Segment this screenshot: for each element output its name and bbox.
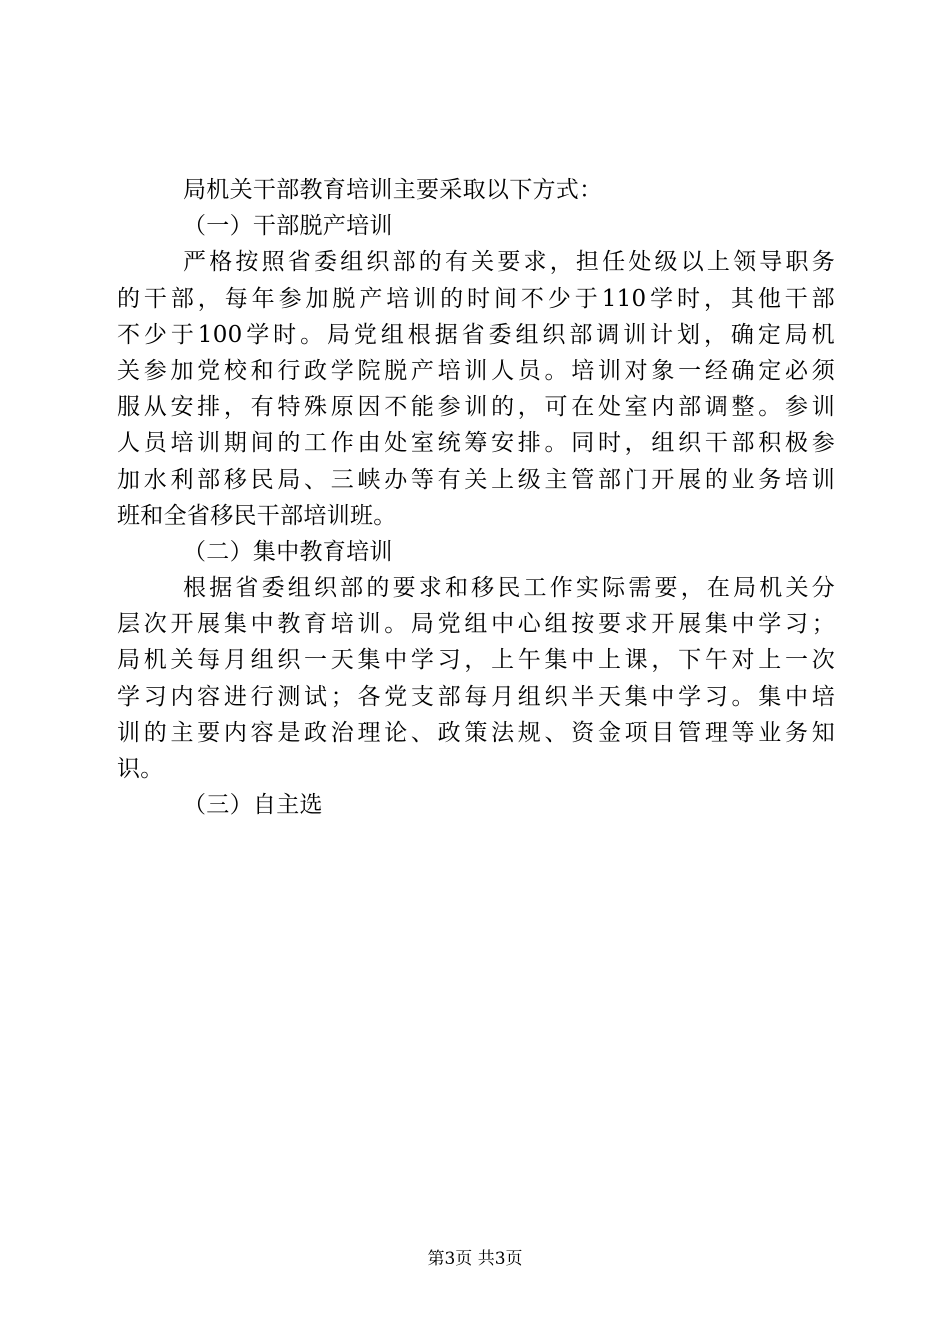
section-heading-3: （三）自主选 (183, 792, 323, 819)
paragraph-1-line: 严格按照省委组织部的有关要求，担任处级以上领导职务 (183, 249, 835, 276)
page-number: 第3页 共3页 (427, 1249, 523, 1269)
document-body (117, 172, 835, 823)
paragraph-2-line: 训的主要内容是政治理论、政策法规、资金项目管理等业务知 (117, 719, 835, 746)
paragraph-1-line: 服从安排，有特殊原因不能参训的，可在处室内部调整。参训 (117, 394, 835, 421)
section-heading-1: （一）干部脱产培训 (183, 213, 393, 240)
paragraph-1-line: 关参加党校和行政学院脱产培训人员。培训对象一经确定必须 (117, 357, 835, 384)
paragraph-1-line: 加水利部移民局、三峡办等有关上级主管部门开展的业务培训 (117, 466, 835, 493)
paragraph-1-line: 不少于100学时。局党组根据省委组织部调训计划，确定局机 (117, 321, 835, 348)
paragraph-2-line: 局机关每月组织一天集中学习，上午集中上课，下午对上一次 (117, 647, 835, 674)
paragraph-1-line: 人员培训期间的工作由处室统筹安排。同时，组织干部积极参 (117, 430, 835, 457)
paragraph-1-line: 的干部，每年参加脱产培训的时间不少于110学时，其他干部 (117, 285, 835, 312)
paragraph-2-line: 根据省委组织部的要求和移民工作实际需要，在局机关分 (183, 575, 835, 602)
paragraph-1-line: 班和全省移民干部培训班。 (117, 502, 397, 529)
paragraph-2-line: 学习内容进行测试；各党支部每月组织半天集中学习。集中培 (117, 683, 835, 710)
paragraph-2-line: 层次开展集中教育培训。局党组中心组按要求开展集中学习； (117, 611, 835, 638)
paragraph-2-line: 识。 (117, 756, 164, 782)
intro-line: 局机关干部教育培训主要采取以下方式： (183, 177, 603, 203)
section-heading-2: （二）集中教育培训 (183, 538, 393, 565)
